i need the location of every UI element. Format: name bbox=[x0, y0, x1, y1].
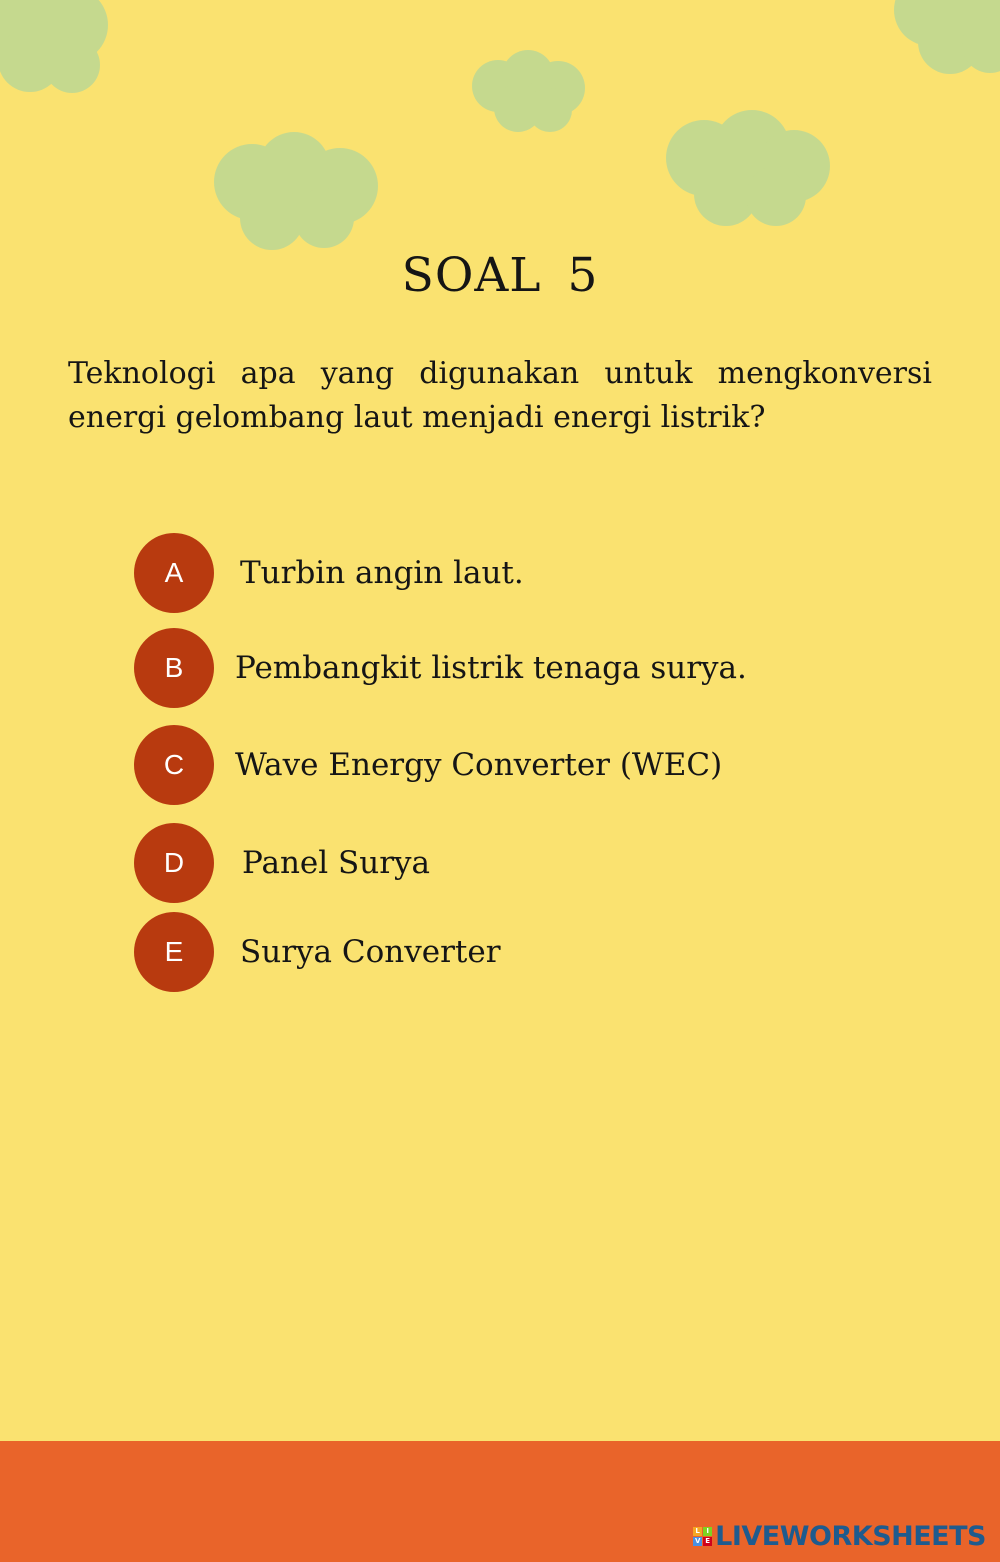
logo-letter: E bbox=[703, 1537, 712, 1546]
liveworksheets-logo-icon bbox=[693, 1527, 712, 1546]
option-c-text: Wave Energy Converter (WEC) bbox=[235, 747, 723, 783]
option-b[interactable] bbox=[134, 628, 747, 708]
option-c[interactable] bbox=[134, 725, 722, 805]
cloud-decoration bbox=[664, 108, 832, 230]
cloud-decoration bbox=[470, 48, 588, 134]
option-d[interactable] bbox=[134, 823, 430, 903]
cloud-decoration bbox=[212, 130, 380, 250]
logo-letter: I bbox=[703, 1527, 712, 1536]
option-d-badge[interactable]: D bbox=[134, 823, 214, 903]
logo-letter: L bbox=[693, 1527, 702, 1536]
option-b-text: Pembangkit listrik tenaga surya. bbox=[235, 650, 747, 686]
option-a-text: Turbin angin laut. bbox=[240, 555, 524, 591]
cloud-decoration bbox=[0, 0, 115, 100]
option-e[interactable] bbox=[134, 912, 501, 992]
question-text: Teknologi apa yang digunakan untuk mengkonversi energi gelombang laut menjadi energi listrik? bbox=[68, 356, 932, 435]
option-e-badge[interactable]: E bbox=[134, 912, 214, 992]
option-c-badge[interactable]: C bbox=[134, 725, 214, 805]
page-title: SOAL 5 bbox=[401, 248, 599, 303]
option-d-text: Panel Surya bbox=[242, 845, 431, 881]
option-a-badge[interactable]: A bbox=[134, 533, 214, 613]
liveworksheets-brand[interactable] bbox=[693, 1521, 986, 1552]
option-e-text: Surya Converter bbox=[240, 934, 501, 970]
option-b-badge[interactable]: B bbox=[134, 628, 214, 708]
cloud-decoration bbox=[890, 0, 1000, 80]
logo-letter: V bbox=[694, 1537, 701, 1545]
brand-name: LIVEWORKSHEETS bbox=[715, 1521, 986, 1552]
option-a[interactable] bbox=[134, 533, 524, 613]
footer-bar bbox=[0, 1441, 1000, 1562]
